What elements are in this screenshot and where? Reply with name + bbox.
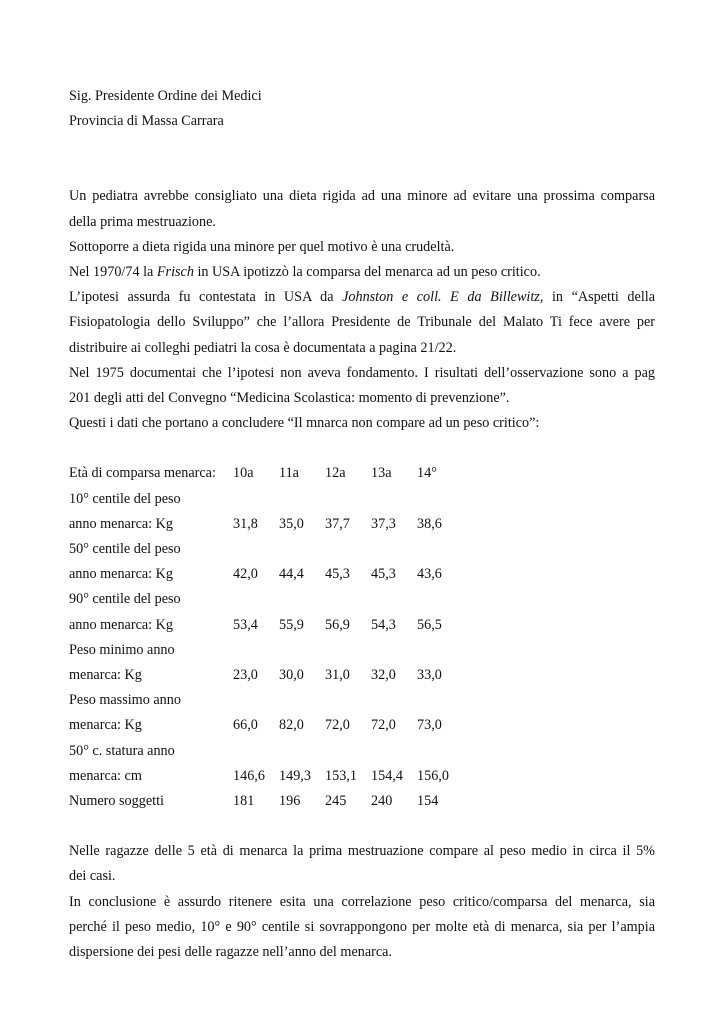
table-cell: 66,0: [233, 717, 258, 734]
paragraph-line: dispersione dei pesi delle ragazze nell’anno del menarca.: [69, 944, 393, 961]
addressee-line-2: Provincia di Massa Carrara: [69, 113, 224, 130]
table-cell: 146,6: [233, 767, 265, 784]
table-cell: 149,3: [279, 767, 311, 784]
table-cell: 154,4: [371, 767, 403, 784]
table-cell: 196: [279, 793, 301, 810]
row-label-line-1: Peso massimo anno: [69, 692, 181, 709]
row-label-line-2: anno menarca: Kg: [69, 515, 173, 532]
table-row: [69, 789, 463, 814]
table-cell: 31,8: [233, 515, 258, 532]
paragraph-line: della prima mestruazione.: [69, 213, 216, 230]
table-cell: 37,7: [325, 515, 350, 532]
paragraph-line: Un pediatra avrebbe consigliato una dieta rigida ad una minore ad evitare una prossima comparsa: [69, 188, 655, 205]
table-cell: 53,4: [233, 616, 258, 633]
author-names: Johnston e coll. E da Billewitz: [342, 289, 540, 306]
table-cell: 45,3: [371, 566, 396, 583]
row-label-line-1: 90° centile del peso: [69, 591, 181, 608]
paragraph-line: Nel 1975 documentai che l’ipotesi non aveva fondamento. I risultati dell’osservazione sono a pag: [69, 364, 655, 381]
row-label-line-1: 50° c. statura anno: [69, 742, 175, 759]
row-label-line-2: anno menarca: Kg: [69, 566, 173, 583]
paragraph-line: Questi i dati che portano a concludere “Il mnarca non compare ad un peso critico”:: [69, 415, 540, 432]
paragraph-line: Nelle ragazze delle 5 età di menarca la prima mestruazione compare al peso medio in circa il 5%: [69, 843, 655, 860]
paragraph-line: Sottoporre a dieta rigida una minore per quel motivo è una crudeltà.: [69, 238, 455, 255]
table-cell: 156,0: [417, 767, 449, 784]
table-cell: 44,4: [279, 566, 304, 583]
table-cell: 56,9: [325, 616, 350, 633]
table-cell: 73,0: [417, 717, 442, 734]
addressee-line-1: Sig. Presidente Ordine dei Medici: [69, 88, 262, 104]
table-row-label: [69, 487, 463, 512]
conclusion-paragraphs: [69, 839, 655, 965]
table-cell: 43,6: [417, 566, 442, 583]
table-row-label: [69, 537, 463, 562]
table-row: [69, 562, 463, 587]
paragraph-line: dei casi.: [69, 868, 116, 885]
author-name-frisch: Frisch: [156, 264, 194, 281]
table-cell: 23,0: [233, 667, 258, 684]
row-label-line-2: Numero soggetti: [69, 793, 164, 810]
table-cell: 45,3: [325, 566, 350, 583]
table-row: [69, 663, 463, 688]
table-cell: 153,1: [325, 767, 357, 784]
table-row-label: [69, 739, 463, 764]
table-cell: 82,0: [279, 717, 304, 734]
table-cell: 245: [325, 793, 347, 810]
row-label-line-2: anno menarca: Kg: [69, 616, 173, 633]
table-cell: 31,0: [325, 667, 350, 684]
table-cell: 181: [233, 793, 255, 810]
table-header-age: 13a: [371, 465, 392, 482]
data-table: [69, 461, 463, 814]
row-label-line-2: menarca: Kg: [69, 667, 142, 684]
table-cell: 154: [417, 793, 439, 810]
table-cell: 54,3: [371, 616, 396, 633]
table-cell: 32,0: [371, 667, 396, 684]
row-label-line-2: menarca: cm: [69, 767, 142, 784]
table-cell: 37,3: [371, 515, 396, 532]
table-cell: 38,6: [417, 515, 442, 532]
table-cell: 72,0: [371, 717, 396, 734]
table-cell: 56,5: [417, 616, 442, 633]
paragraph-line: L’ipotesi assurda fu contestata in USA da Johnston e coll. E da Billewitz, in “Aspetti della: [69, 289, 655, 306]
document-page: [69, 84, 655, 965]
row-label-line-1: Peso minimo anno: [69, 641, 175, 658]
table-header-age: 14°: [417, 465, 437, 482]
row-label-line-1: 10° centile del peso: [69, 490, 181, 507]
table-row-label: [69, 587, 463, 612]
table-row: [69, 713, 463, 738]
table-row: [69, 764, 463, 789]
table-cell: 35,0: [279, 515, 304, 532]
table-row: [69, 512, 463, 537]
paragraph-line: 201 degli atti del Convegno “Medicina Scolastica: momento di prevenzione”.: [69, 390, 510, 407]
table-cell: 240: [371, 793, 393, 810]
paragraph-line: distribuire ai colleghi pediatri la cosa è documentata a pagina 21/22.: [69, 339, 457, 356]
table-header-age: 10a: [233, 465, 254, 482]
paragraph-line: In conclusione è assurdo ritenere esita una correlazione peso critico/comparsa del menarca, sia: [69, 893, 655, 910]
row-label-line-2: menarca: Kg: [69, 717, 142, 734]
table-cell: 42,0: [233, 566, 258, 583]
addressee-block: [69, 84, 655, 134]
table-header-age: 11a: [279, 465, 299, 482]
table-row: [69, 613, 463, 638]
table-cell: 30,0: [279, 667, 304, 684]
row-label-line-1: 50° centile del peso: [69, 541, 181, 558]
table-header-age: 12a: [325, 465, 346, 482]
table-header-label: Età di comparsa menarca:: [69, 465, 216, 482]
table-cell: 33,0: [417, 667, 442, 684]
table-row-label: [69, 688, 463, 713]
paragraph-line: perché il peso medio, 10° e 90° centile si sovrappongono per molte età di menarca, sia per l’ampia: [69, 918, 655, 935]
table-cell: 72,0: [325, 717, 350, 734]
body-paragraphs: [69, 184, 655, 436]
table-cell: 55,9: [279, 616, 304, 633]
paragraph-line: Fisiopatologia dello Sviluppo” che l’allora Presidente de Tribunale del Malato Ti fece avere per: [69, 314, 655, 331]
table-header-row: [69, 461, 463, 486]
paragraph-line: Nel 1970/74 la Frisch in USA ipotizzò la comparsa del menarca ad un peso critico.: [69, 264, 541, 281]
table-row-label: [69, 638, 463, 663]
